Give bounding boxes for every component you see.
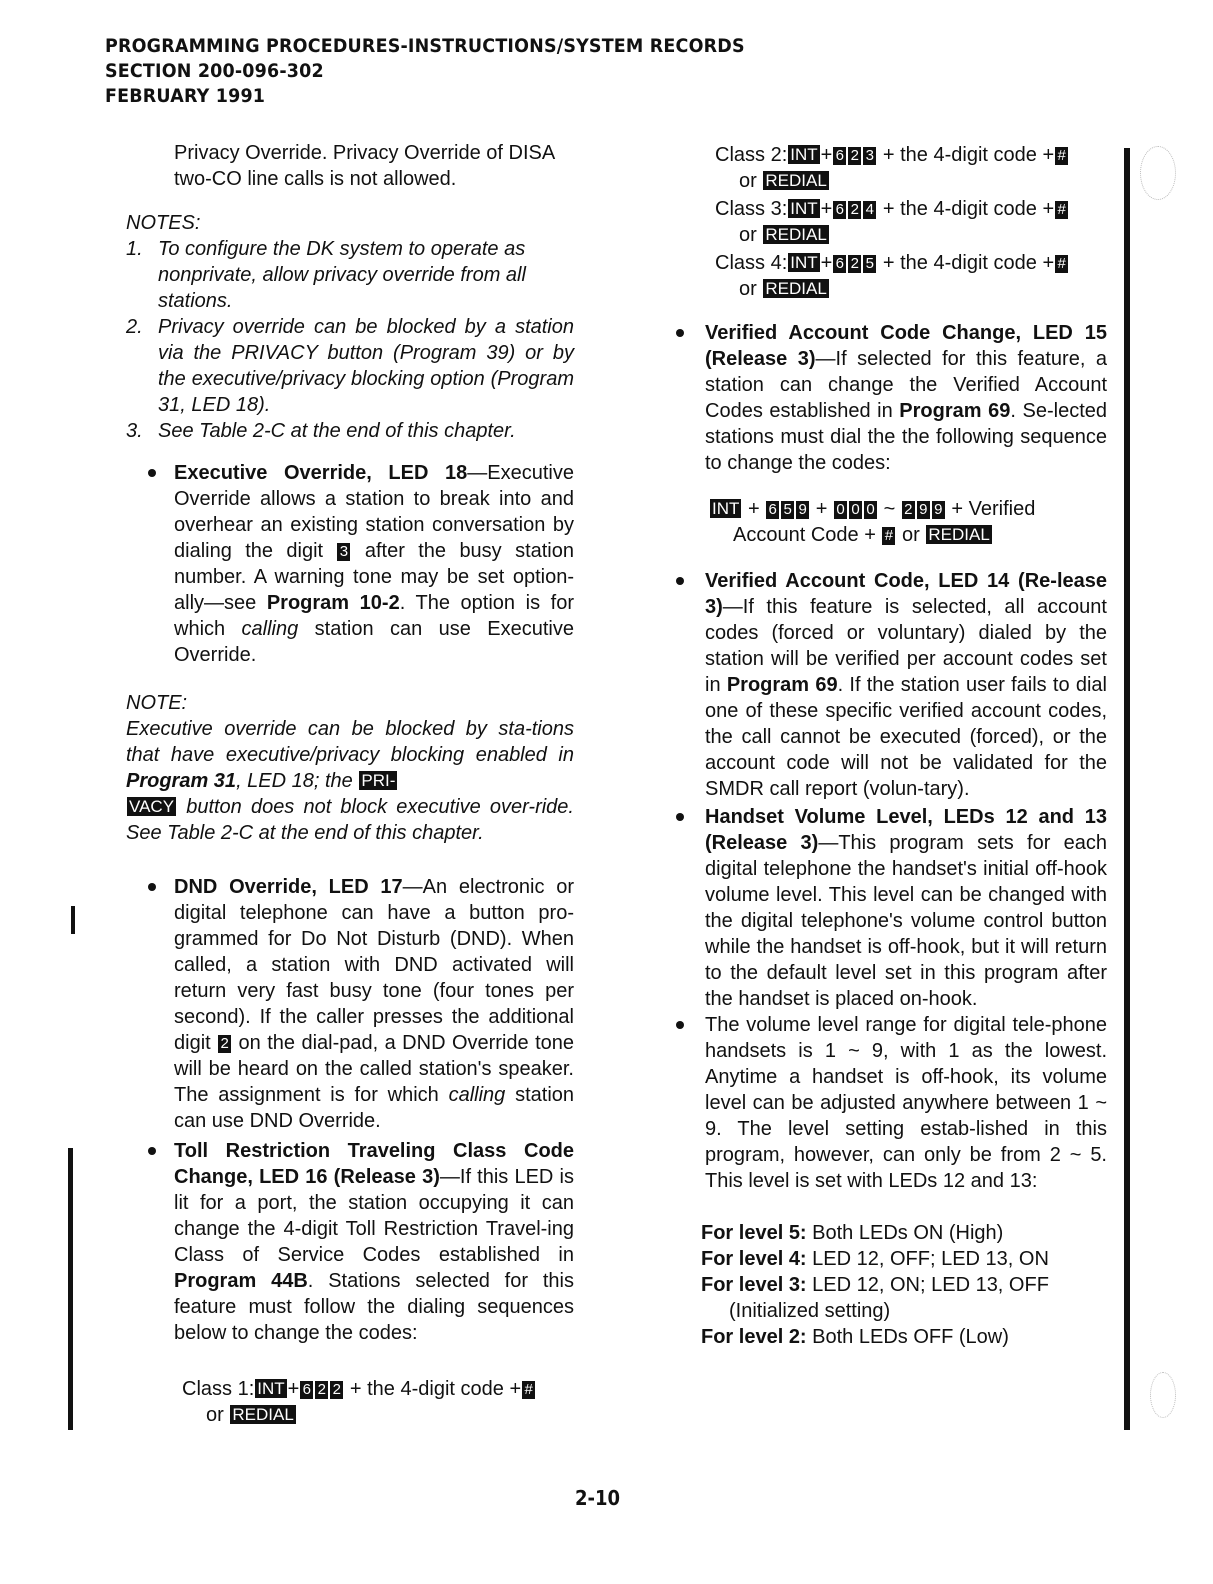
page-number: 2-10 bbox=[575, 1486, 621, 1510]
digit-key: 9 bbox=[932, 501, 945, 519]
tilde-sign: ~ bbox=[883, 498, 896, 520]
note-text: Privacy override can be blocked by a station via the PRIVACY button (Program 39) or by the executive/privacy blocking option (Program 31, LED 18). bbox=[158, 316, 574, 416]
class3-sequence bbox=[677, 196, 1107, 248]
handset-volume-title: Handset Volume Level, LEDs 12 and 13 (Release 3) bbox=[705, 806, 1107, 854]
plus-sign: + bbox=[815, 498, 828, 520]
plus-sign: + bbox=[287, 1378, 300, 1400]
verified-text: + Verified bbox=[951, 498, 1036, 520]
change-bar bbox=[68, 1148, 73, 1430]
program-ref: Program 31 bbox=[126, 770, 237, 792]
level-row bbox=[701, 1272, 1107, 1298]
volume-range-text: The volume level range for digital tele-phone handsets is 1 ~ 9, with 1 as the lowest. Anytime a handset is off-hook, its volume level can be adjusted anywhere between 1 ~ 9. The level setting estab-lished in this program, however, can only be from 2 ~ 5. This level is set with LEDs 12 and 13: bbox=[705, 1014, 1107, 1192]
digit-key: 9 bbox=[796, 501, 809, 519]
digit-key: 2 bbox=[315, 1381, 328, 1399]
level-text: (Initialized setting) bbox=[729, 1300, 891, 1322]
digit-key: 2 bbox=[330, 1381, 343, 1399]
executive-override-title: Executive Override, LED 18 bbox=[174, 462, 468, 484]
level-text: Both LEDs OFF (Low) bbox=[806, 1326, 1009, 1348]
plus-sign: + bbox=[820, 198, 833, 220]
hash-key: # bbox=[1055, 147, 1068, 165]
program-ref: Program 10-2 bbox=[266, 592, 400, 614]
executive-override-text: . The option is for which bbox=[174, 592, 574, 640]
left-column bbox=[126, 140, 574, 1428]
verified-account-text: . If the station user fails to dial one of these specific verified account codes, the call cannot be executed (forced), or the account code will not be validated for the SMDR call report (volun-tary). bbox=[705, 674, 1107, 800]
intro-paragraph: Privacy Override. Privacy Override of DISA two-CO line calls is not allowed. bbox=[174, 142, 555, 190]
executive-override-text: after the busy station number. A warning tone may be set option-ally—see bbox=[174, 540, 574, 614]
digit-key: 6 bbox=[833, 201, 846, 219]
notes-heading: NOTES: bbox=[126, 212, 201, 234]
note-text: , LED 18; the bbox=[236, 770, 359, 792]
level-row bbox=[701, 1324, 1107, 1350]
verified-account-text: —If this feature is selected, all account codes (forced or voluntary) dialed by the station will be verified per account codes set in bbox=[705, 596, 1107, 696]
plus-sign: + bbox=[747, 498, 760, 520]
executive-override-text: —Executive Override allows a station to break into and overhear an existing station conversation by dialing the digit bbox=[174, 462, 574, 562]
digit-key: 0 bbox=[864, 501, 877, 519]
handset-volume-item bbox=[677, 804, 1107, 1012]
redial-key: REDIAL bbox=[765, 171, 827, 190]
verified-account-item bbox=[677, 568, 1107, 802]
redial-key: REDIAL bbox=[928, 525, 990, 544]
dnd-override-text: —An electronic or digital telephone can have a button pro-grammed for Do Not Disturb (DND). When called, a station with DND activated will return very fast busy tone (four tones per second). If the caller presses the additional digit bbox=[174, 876, 574, 1054]
plus-sign: + bbox=[820, 252, 833, 274]
toll-restriction-title: Toll Restriction Traveling Class Code Change, LED 16 (Release 3) bbox=[174, 1140, 574, 1188]
note-text: Executive override can be blocked by sta-tions that have executive/privacy blocking enabled in bbox=[126, 718, 574, 766]
privacy-key: PRI- bbox=[361, 771, 396, 790]
code-text: + the 4-digit code + bbox=[349, 1378, 522, 1400]
redial-key: REDIAL bbox=[765, 225, 827, 244]
digit-key: 3 bbox=[337, 543, 350, 561]
plus-sign: + bbox=[820, 144, 833, 166]
digit-key: 6 bbox=[833, 147, 846, 165]
redial-key: REDIAL bbox=[765, 279, 827, 298]
class4-sequence bbox=[677, 250, 1107, 302]
verified-account-change-title: Verified Account Code Change, LED 15 (Release 3) bbox=[705, 322, 1107, 370]
header-section: SECTION 200-096-302 bbox=[105, 60, 324, 82]
verified-account-sequence bbox=[677, 496, 1107, 548]
privacy-key: VACY bbox=[129, 797, 175, 816]
level-label: For level 4: bbox=[701, 1248, 807, 1270]
or-text: or bbox=[206, 1404, 224, 1426]
program-ref: Program 69 bbox=[899, 400, 1011, 422]
level-row bbox=[701, 1298, 1107, 1324]
digit-key: 0 bbox=[834, 501, 847, 519]
digit-key: 2 bbox=[848, 201, 861, 219]
verified-account-change-text: . Se-lected stations must dial the the following sequence to change the codes: bbox=[705, 400, 1107, 474]
volume-range-item bbox=[677, 1012, 1107, 1194]
digit-key: 3 bbox=[863, 147, 876, 165]
note-text: button does not block executive over-ride. See Table 2-C at the end of this chapter. bbox=[126, 796, 574, 844]
calling-emphasis: calling bbox=[448, 1084, 506, 1106]
note-number: 3. bbox=[126, 420, 143, 442]
note-heading: NOTE: bbox=[126, 692, 188, 714]
hash-key: # bbox=[522, 1381, 535, 1399]
dnd-override-text: station can use DND Override. bbox=[174, 1084, 575, 1132]
note-item bbox=[126, 418, 574, 444]
class-label: Class 3: bbox=[715, 198, 788, 220]
level-row bbox=[701, 1220, 1107, 1246]
code-text: + the 4-digit code + bbox=[882, 198, 1055, 220]
toll-restriction-text: . Stations selected for this feature must follow the dialing sequences below to change the codes: bbox=[174, 1270, 574, 1344]
class-label: Class 2: bbox=[715, 144, 788, 166]
dnd-override-item bbox=[148, 874, 574, 1134]
digit-key: 2 bbox=[848, 255, 861, 273]
notes-list bbox=[126, 236, 574, 444]
note-number: 2. bbox=[126, 316, 143, 338]
or-text: or bbox=[739, 224, 757, 246]
header-date: FEBRUARY 1991 bbox=[105, 85, 266, 107]
digit-key: 6 bbox=[833, 255, 846, 273]
note-paragraph bbox=[126, 716, 574, 846]
note-number: 1. bbox=[126, 238, 143, 260]
digit-key: 0 bbox=[849, 501, 862, 519]
level-label: For level 3: bbox=[701, 1274, 807, 1296]
change-bar bbox=[1124, 148, 1130, 1430]
verified-account-change-text: —If selected for this feature, a station can change the Verified Account Codes established in bbox=[705, 348, 1107, 422]
program-ref: Program 69 bbox=[726, 674, 838, 696]
digit-key: 6 bbox=[766, 501, 779, 519]
digit-key: 2 bbox=[848, 147, 861, 165]
toll-restriction-item bbox=[148, 1138, 574, 1346]
level-label: For level 2: bbox=[701, 1326, 807, 1348]
level-text: LED 12, OFF; LED 13, ON bbox=[806, 1248, 1049, 1270]
redial-key: REDIAL bbox=[232, 1405, 294, 1424]
level-label: For level 5: bbox=[701, 1222, 807, 1244]
level-text: Both LEDs ON (High) bbox=[806, 1222, 1004, 1244]
scan-mark bbox=[1150, 1372, 1176, 1418]
note-text: To configure the DK system to operate as nonprivate, allow privacy override from all stations. bbox=[158, 238, 526, 312]
code-text: + the 4-digit code + bbox=[882, 144, 1055, 166]
class1-sequence bbox=[126, 1376, 574, 1428]
digit-key: 9 bbox=[917, 501, 930, 519]
class-label: Class 1: bbox=[182, 1378, 255, 1400]
handset-volume-text: —This program sets for each digital telephone the handset's initial off-hook volume level. This level can be changed with the digital telephone's volume control button while the handset is off-hook, but it will return to the default level set in this program after the handset is placed on-hook. bbox=[705, 832, 1107, 1010]
class-label: Class 4: bbox=[715, 252, 788, 274]
int-key: INT bbox=[790, 199, 818, 218]
account-code-text: Account Code + bbox=[733, 524, 876, 546]
digit-key: 2 bbox=[902, 501, 915, 519]
or-text: or bbox=[739, 278, 757, 300]
or-text: or bbox=[902, 524, 920, 546]
hash-key: # bbox=[1055, 201, 1068, 219]
int-key: INT bbox=[790, 145, 818, 164]
hash-key: # bbox=[1055, 255, 1068, 273]
verified-account-title: Verified Account Code, LED 14 (Re-lease 3) bbox=[705, 570, 1107, 618]
digit-key: 4 bbox=[863, 201, 876, 219]
calling-emphasis: calling bbox=[241, 618, 299, 640]
level-text: LED 12, ON; LED 13, OFF bbox=[806, 1274, 1049, 1296]
verified-account-change-item bbox=[677, 320, 1107, 476]
level-row bbox=[701, 1246, 1107, 1272]
scan-mark bbox=[1140, 146, 1176, 200]
level-list bbox=[677, 1220, 1107, 1350]
digit-key: 5 bbox=[781, 501, 794, 519]
digit-key: 6 bbox=[300, 1381, 313, 1399]
int-key: INT bbox=[257, 1379, 285, 1398]
code-text: + the 4-digit code + bbox=[882, 252, 1055, 274]
executive-override-item bbox=[148, 460, 574, 668]
int-key: INT bbox=[790, 253, 818, 272]
change-bar bbox=[71, 906, 75, 934]
right-column bbox=[677, 140, 1107, 1350]
note-item bbox=[126, 236, 574, 314]
class2-sequence bbox=[677, 142, 1107, 194]
executive-override-text: station can use Executive Override. bbox=[174, 618, 574, 666]
page-header bbox=[105, 34, 749, 109]
digit-key: 5 bbox=[863, 255, 876, 273]
note-text: See Table 2-C at the end of this chapter. bbox=[158, 420, 516, 442]
toll-restriction-text: —If this LED is lit for a port, the station occupying it can change the 4-digit Toll Restriction Travel-ing Class of Service Codes established in bbox=[174, 1166, 574, 1266]
header-title: PROGRAMMING PROCEDURES-INSTRUCTIONS/SYSTEM RECORDS bbox=[105, 35, 745, 57]
or-text: or bbox=[739, 170, 757, 192]
note-item bbox=[126, 314, 574, 418]
hash-key: # bbox=[882, 527, 895, 545]
digit-key: 2 bbox=[218, 1035, 231, 1053]
int-key: INT bbox=[712, 499, 740, 518]
program-ref: Program 44B bbox=[174, 1270, 308, 1292]
dnd-override-title: DND Override, LED 17 bbox=[174, 876, 403, 898]
dnd-override-text: on the dial-pad, a DND Override tone will be heard on the called station's speaker. The assignment is for which bbox=[174, 1032, 574, 1106]
